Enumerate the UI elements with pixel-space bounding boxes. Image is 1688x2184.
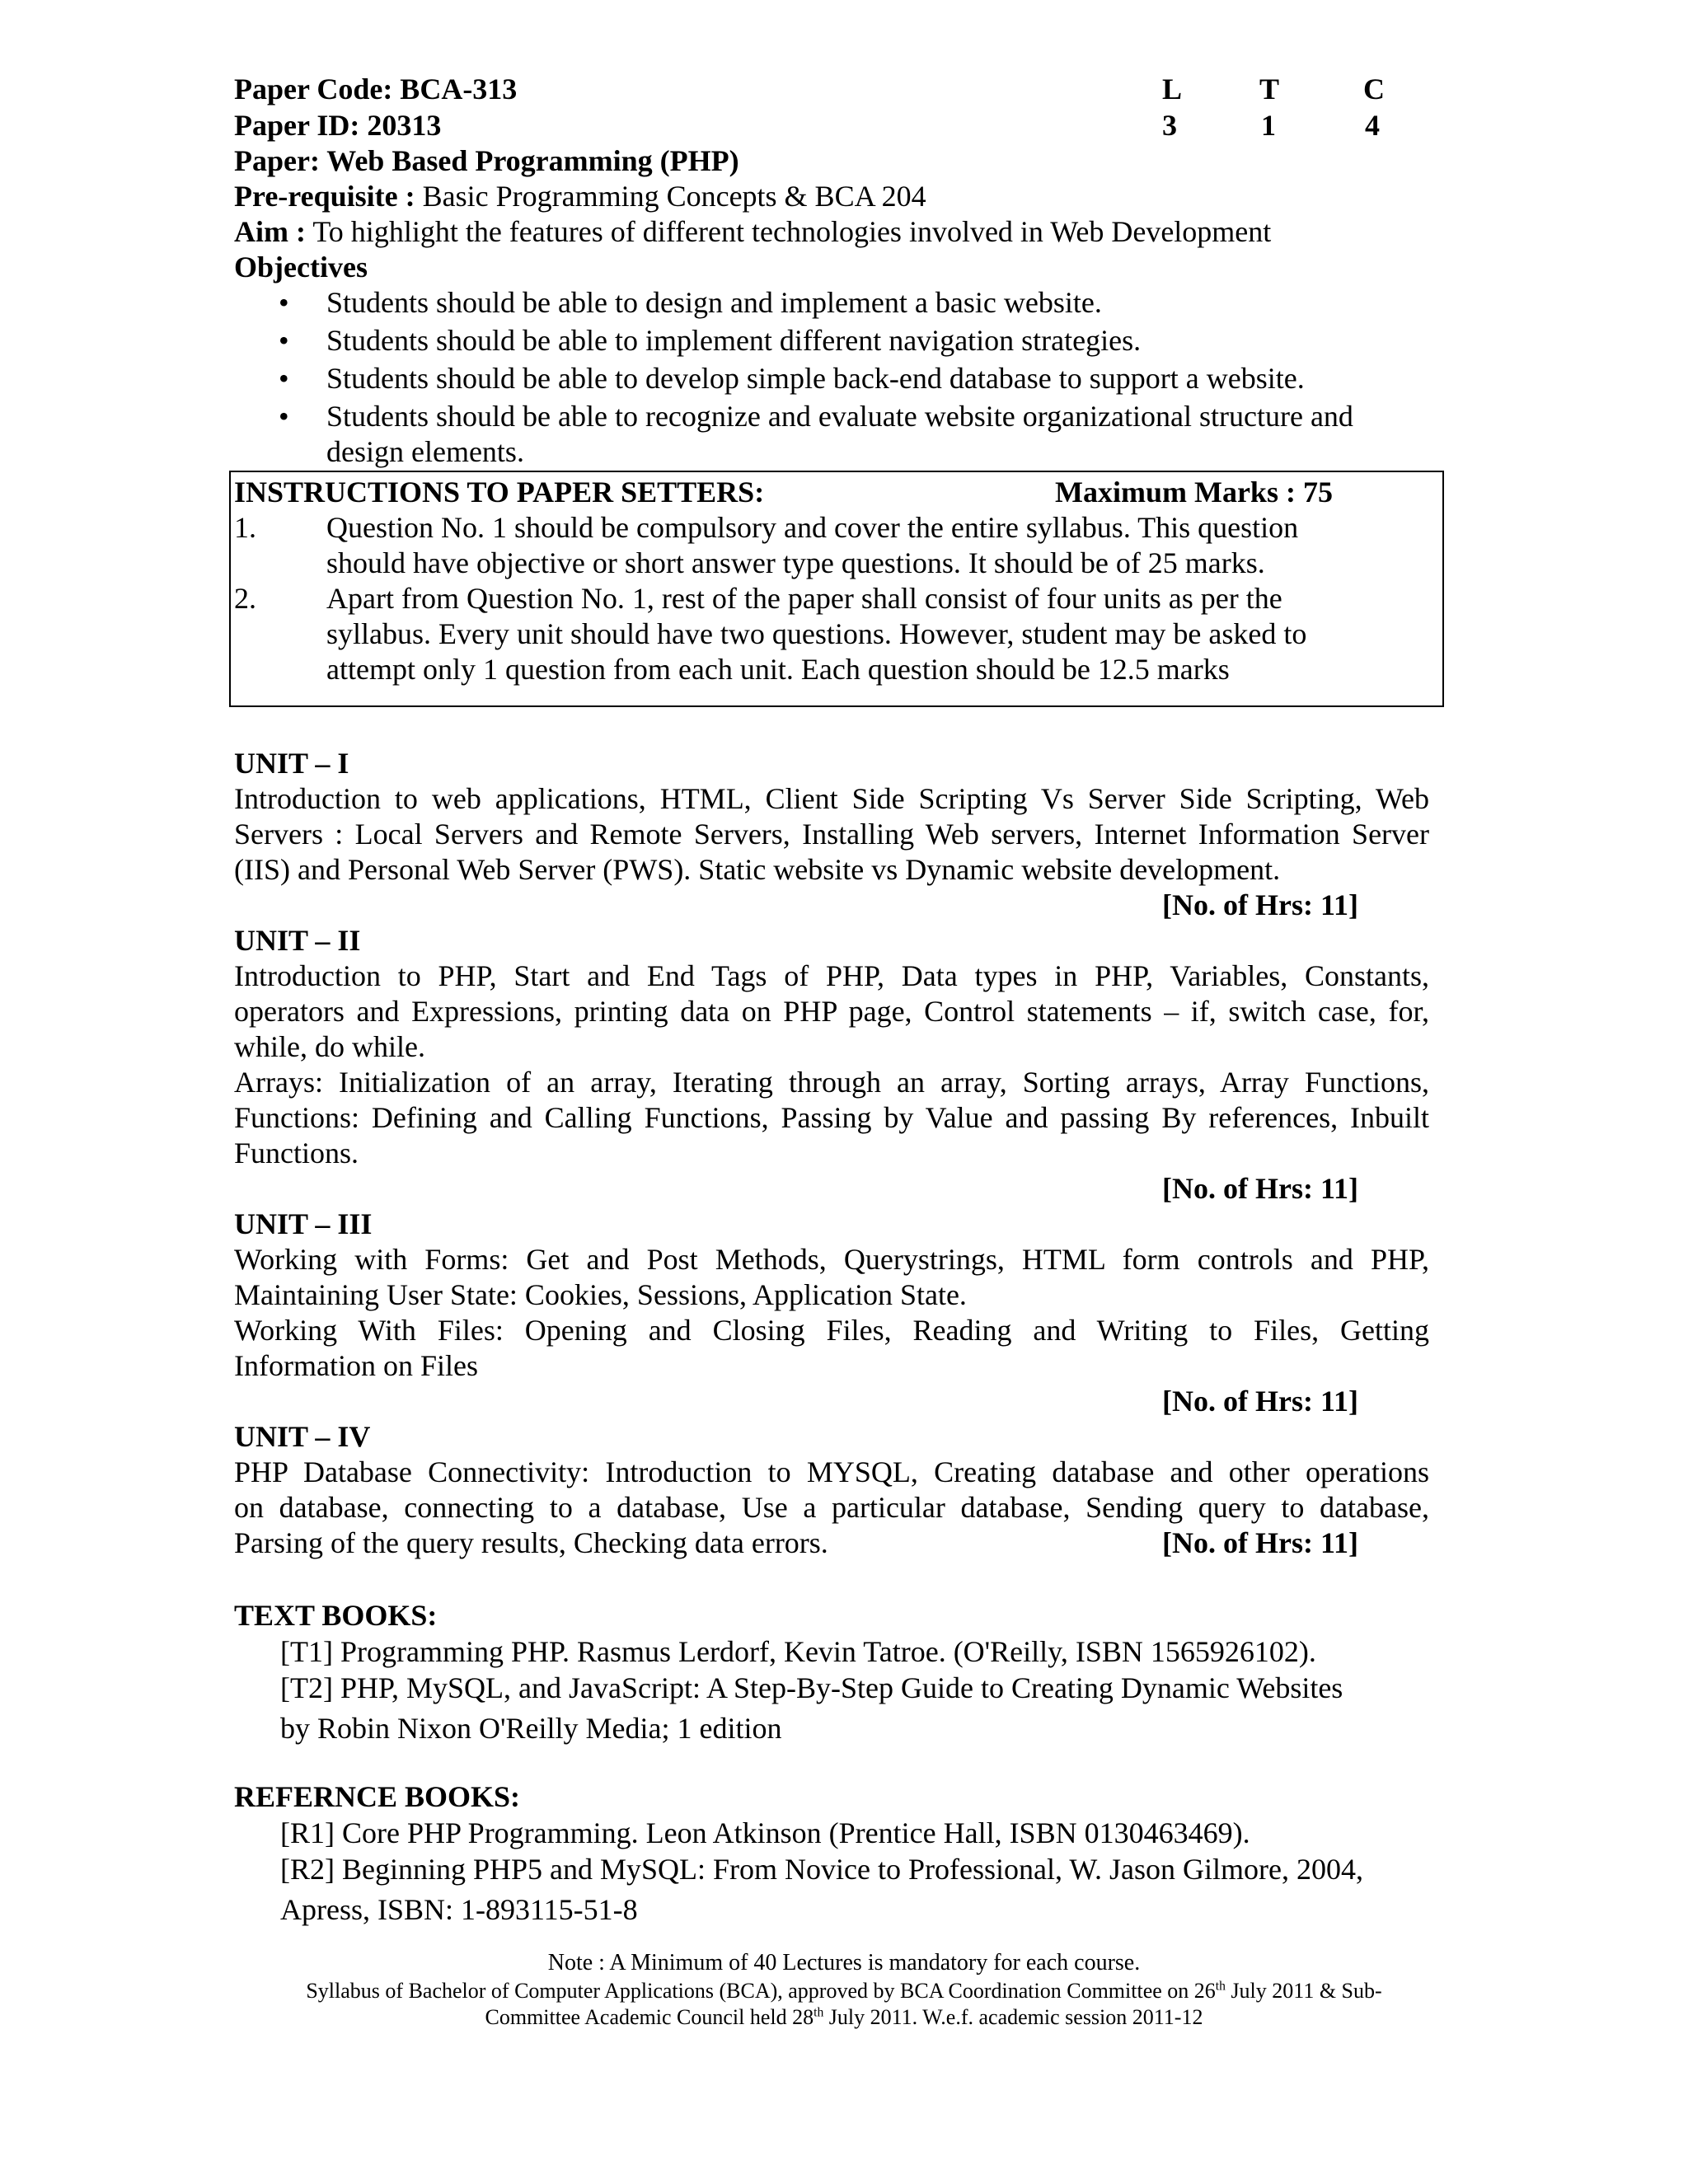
instruction-line: syllabus. Every unit should have two questions. However, student may be asked to [326,617,1307,650]
unit-hours: [No. of Hrs: 11] [1162,1385,1358,1418]
instruction-number: 2. [234,582,256,615]
ltc-t-label: T [1259,73,1280,105]
unit-text-line: while, do while. [234,1030,425,1063]
unit-text-line: Functions. [234,1137,359,1169]
objective-item: Students should be able to recognize and evaluate website organizational structure and [326,400,1353,433]
objectives-heading: Objectives [234,251,368,284]
instruction-line: Apart from Question No. 1, rest of the paper shall consist of four units as per the [326,582,1282,615]
ltc-c-value: 4 [1365,109,1380,142]
unit-title: UNIT – I [234,747,349,780]
prerequisite-label: Pre-requisite : [234,180,415,213]
unit-text-line: Information on Files [234,1349,478,1382]
unit-text-line: Functions: Defining and Calling Functions, Passing by Value and passing By references, Inbuilt [234,1101,1429,1134]
bullet-icon: • [279,286,289,319]
paper-code: Paper Code: BCA-313 [234,73,518,105]
text-books-heading: TEXT BOOKS: [234,1599,438,1632]
unit-text-line: Introduction to PHP, Start and End Tags of PHP, Data types in PHP, Variables, Constants, [234,959,1429,992]
reference-book-entry: [R1] Core PHP Programming. Leon Atkinson (Prentice Hall, ISBN 0130463469). [280,1816,1250,1849]
unit-hours: [No. of Hrs: 11] [1162,1172,1358,1205]
instruction-line: should have objective or short answer type questions. It should be of 25 marks. [326,546,1265,579]
footer-note: Note : A Minimum of 40 Lectures is mandatory for each course. [547,1950,1141,1975]
reference-book-entry: [R2] Beginning PHP5 and MySQL: From Novice to Professional, W. Jason Gilmore, 2004, [280,1853,1363,1886]
objective-item: Students should be able to develop simple back-end database to support a website. [326,362,1305,395]
bullet-icon: • [279,400,289,433]
unit-title: UNIT – III [234,1207,373,1240]
unit-hours: [No. of Hrs: 11] [1162,888,1358,921]
unit-text-line: Parsing of the query results, Checking data errors. [234,1526,828,1559]
instruction-number: 1. [234,511,256,544]
unit-text-line: Working With Files: Opening and Closing Files, Reading and Writing to Files, Getting [234,1314,1429,1347]
maximum-marks: Maximum Marks : 75 [1055,476,1333,509]
text-book-entry-continuation: by Robin Nixon O'Reilly Media; 1 edition [280,1712,782,1745]
paper-title: Paper: Web Based Programming (PHP) [234,144,739,177]
objective-item: Students should be able to implement different navigation strategies. [326,324,1142,357]
ltc-t-value: 1 [1261,109,1276,142]
unit-text-line: (IIS) and Personal Web Server (PWS). Static website vs Dynamic website development. [234,853,1281,886]
instruction-line: Question No. 1 should be compulsory and cover the entire syllabus. This question [326,511,1299,544]
unit-hours: [No. of Hrs: 11] [1162,1526,1358,1559]
ltc-c-label: C [1363,73,1385,105]
aim-label: Aim : [234,215,306,248]
text-book-entry: [T1] Programming PHP. Rasmus Lerdorf, Kevin Tatroe. (O'Reilly, ISBN 1565926102). [280,1635,1316,1668]
footer-approval-line [0,1978,1688,2004]
text-book-entry: [T2] PHP, MySQL, and JavaScript: A Step-By-Step Guide to Creating Dynamic Websites [280,1671,1343,1704]
unit-text-line: operators and Expressions, printing data on PHP page, Control statements – if, switch case, for, [234,995,1429,1028]
instruction-line: attempt only 1 question from each unit. Each question should be 12.5 marks [326,653,1230,686]
footer-council-text: Committee Academic Council held 28 [485,2005,814,2029]
unit-text-line: on database, connecting to a database, Use a particular database, Sending query to database, [234,1491,1429,1524]
footer-approval-text: Syllabus of Bachelor of Computer Applications (BCA), approved by BCA Coordination Committee on 26 [306,1979,1216,2003]
unit-text-line: Servers : Local Servers and Remote Servers, Installing Web servers, Internet Information Server [234,818,1429,851]
unit-text-line: Working with Forms: Get and Post Methods, Querystrings, HTML form controls and PHP, [234,1243,1429,1276]
reference-book-entry-continuation: Apress, ISBN: 1-893115-51-8 [280,1893,638,1926]
aim-text: To highlight the features of different technologies involved in Web Development [305,215,1272,248]
unit-text-line: Introduction to web applications, HTML, Client Side Scripting Vs Server Side Scripting, Web [234,782,1429,815]
bullet-icon: • [279,362,289,395]
reference-books-heading: REFERNCE BOOKS: [234,1780,521,1813]
unit-text-line: Maintaining User State: Cookies, Sessions, Application State. [234,1278,967,1311]
instructions-heading: INSTRUCTIONS TO PAPER SETTERS: [234,476,765,509]
footer-superscript: th [1215,1979,1226,1994]
objective-item: Students should be able to design and implement a basic website. [326,286,1102,319]
ltc-l-value: 3 [1162,109,1177,142]
paper-id: Paper ID: 20313 [234,109,442,142]
aim-line [234,213,1271,250]
footer-council-line [0,2004,1688,2031]
prerequisite-line [234,178,926,214]
objective-item-continuation: design elements. [326,435,524,468]
unit-text-line: Arrays: Initialization of an array, Iterating through an array, Sorting arrays, Array Functions, [234,1066,1429,1099]
footer-council-text: July 2011. W.e.f. academic session 2011-12 [823,2005,1203,2029]
unit-title: UNIT – II [234,924,361,957]
prerequisite-text: Basic Programming Concepts & BCA 204 [415,180,926,213]
unit-title: UNIT – IV [234,1420,371,1453]
unit-text-line: PHP Database Connectivity: Introduction to MYSQL, Creating database and other operations [234,1455,1429,1488]
footer-superscript: th [814,2005,824,2020]
bullet-icon: • [279,324,289,357]
footer-approval-text: July 2011 & Sub- [1225,1979,1382,2003]
ltc-l-label: L [1162,73,1183,105]
